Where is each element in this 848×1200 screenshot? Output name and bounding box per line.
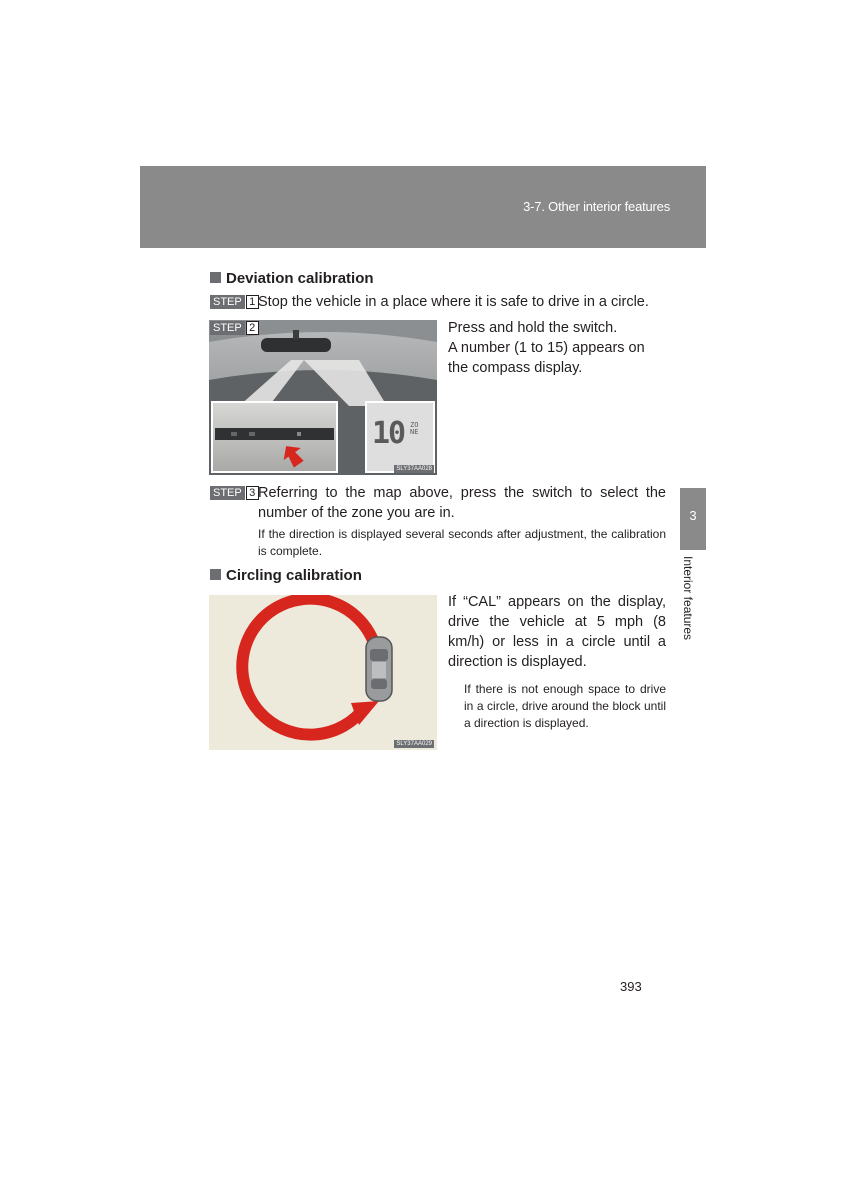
- step2-text-line2: A number (1 to 15) appears on the compass display.: [448, 340, 645, 376]
- figure-code: SLY37AA028: [396, 466, 432, 472]
- compass-display-zone-label: ZONE: [410, 421, 419, 436]
- chapter-title: 3-7. Other interior features: [523, 199, 670, 214]
- circling-figure: [209, 595, 437, 750]
- step1-text: Stop the vehicle in a place where it is safe to drive in a circle.: [258, 294, 649, 310]
- figure-code: SLY37AA029: [396, 741, 432, 747]
- step-number: 3: [246, 486, 259, 500]
- circling-heading: [210, 567, 362, 584]
- step3-text: Referring to the map above, press the switch to select the number of the zone you are in.: [258, 485, 666, 521]
- step2-badge: [210, 321, 259, 335]
- step-label: STEP: [210, 321, 245, 335]
- page-number: 393: [620, 979, 642, 994]
- step-number: 1: [246, 295, 259, 309]
- step-label: STEP: [210, 295, 245, 309]
- compass-display-number: 10: [372, 416, 405, 451]
- chapter-tab-number: 3: [689, 508, 697, 523]
- mirror-illustration: [209, 320, 437, 475]
- step-number: 2: [246, 321, 259, 335]
- step3-note: If the direction is displayed several seconds after adjustment, the calibration is complete.: [258, 527, 666, 558]
- circling-note: If there is not enough space to drive in a circle, drive around the block until a direction is displayed.: [464, 682, 666, 730]
- mirror-figure: [209, 320, 437, 475]
- circling-text: If “CAL” appears on the display, drive the vehicle at 5 mph (8 km/h) or less in a circle until a direction is displayed.: [448, 594, 666, 670]
- step2-text-line1: Press and hold the switch.: [448, 320, 618, 336]
- chapter-tab: [680, 488, 706, 550]
- deviation-heading-text: Deviation calibration: [226, 270, 374, 287]
- car-icon: [366, 637, 392, 701]
- step-label: STEP: [210, 486, 245, 500]
- heading-square-icon: [210, 272, 221, 283]
- circling-heading-text: Circling calibration: [226, 567, 362, 584]
- deviation-heading: [210, 270, 374, 287]
- heading-square-icon: [210, 569, 221, 580]
- step1-badge: [210, 295, 259, 309]
- header-band: [140, 166, 706, 248]
- circling-illustration: [209, 595, 437, 750]
- chapter-tab-label: Interior features: [681, 556, 695, 641]
- step3-badge: [210, 486, 259, 500]
